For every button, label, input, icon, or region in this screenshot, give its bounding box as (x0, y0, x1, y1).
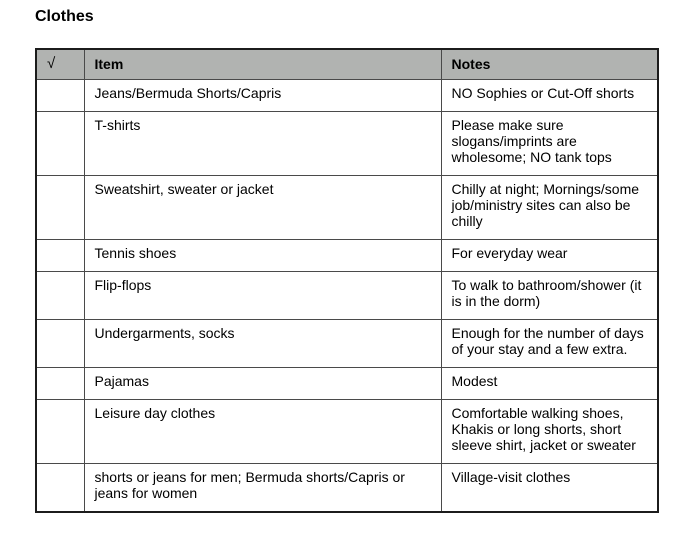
table-row (36, 176, 658, 240)
table-row (36, 320, 658, 368)
table-row (36, 240, 658, 272)
column-header-check: √ (36, 49, 84, 80)
item-cell: T-shirts (84, 112, 441, 176)
item-cell: Flip-flops (84, 272, 441, 320)
check-cell (36, 320, 84, 368)
notes-cell: For everyday wear (441, 240, 658, 272)
check-cell (36, 80, 84, 112)
check-cell (36, 368, 84, 400)
check-cell (36, 400, 84, 464)
item-cell: Sweatshirt, sweater or jacket (84, 176, 441, 240)
column-header-notes: Notes (441, 49, 658, 80)
check-cell (36, 176, 84, 240)
notes-cell: Modest (441, 368, 658, 400)
header-row (36, 49, 658, 80)
item-cell: shorts or jeans for men; Bermuda shorts/Capris or jeans for women (84, 464, 441, 513)
table-row (36, 112, 658, 176)
table-row (36, 400, 658, 464)
notes-cell: To walk to bathroom/shower (it is in the dorm) (441, 272, 658, 320)
item-cell: Leisure day clothes (84, 400, 441, 464)
check-cell (36, 240, 84, 272)
check-cell (36, 272, 84, 320)
clothes-checklist-table (35, 48, 659, 513)
table-row (36, 80, 658, 112)
table-row (36, 368, 658, 400)
page-title: Clothes (35, 8, 94, 25)
check-cell (36, 464, 84, 513)
item-cell: Tennis shoes (84, 240, 441, 272)
notes-cell: Comfortable walking shoes, Khakis or long shorts, short sleeve shirt, jacket or sweater (441, 400, 658, 464)
notes-cell: Enough for the number of days of your stay and a few extra. (441, 320, 658, 368)
table-row (36, 272, 658, 320)
item-cell: Pajamas (84, 368, 441, 400)
item-cell: Jeans/Bermuda Shorts/Capris (84, 80, 441, 112)
notes-cell: Chilly at night; Mornings/some job/ministry sites can also be chilly (441, 176, 658, 240)
column-header-item: Item (84, 49, 441, 80)
notes-cell: NO Sophies or Cut-Off shorts (441, 80, 658, 112)
table-row (36, 464, 658, 513)
item-cell: Undergarments, socks (84, 320, 441, 368)
check-cell (36, 112, 84, 176)
notes-cell: Please make sure slogans/imprints are wholesome; NO tank tops (441, 112, 658, 176)
notes-cell: Village-visit clothes (441, 464, 658, 513)
